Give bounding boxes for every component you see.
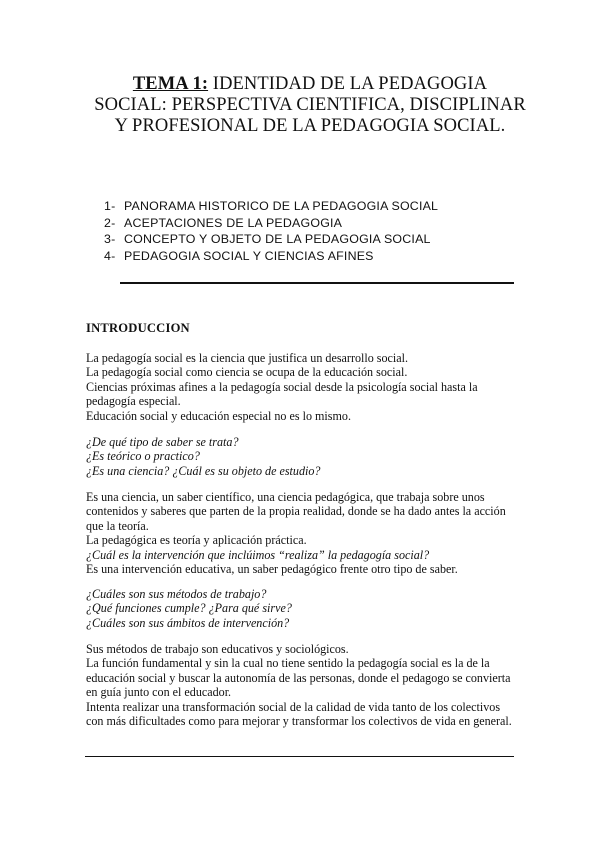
toc-item: [104, 248, 438, 265]
toc-number: 1-: [104, 199, 116, 213]
question-line: ¿De qué tipo de saber se trata?: [86, 435, 239, 449]
section-heading: INTRODUCCION: [86, 321, 190, 335]
toc-text: PEDAGOGIA SOCIAL Y CIENCIAS AFINES: [124, 248, 374, 263]
text-line: pedagogía especial.: [86, 394, 181, 409]
toc-text: PANORAMA HISTORICO DE LA PEDAGOGIA SOCIAL: [124, 199, 439, 213]
paragraph-methods: [86, 642, 526, 728]
text-line: Intenta realizar una transformación social de la calidad de vida tanto de los colectivos: [86, 699, 501, 714]
title-label: TEMA 1:: [132, 74, 209, 94]
question-line: ¿Es teórico o practico?: [86, 449, 200, 464]
paragraph-answer: [86, 490, 526, 576]
toc-number: 4-: [104, 248, 116, 263]
text-line: en guía junto con el educador.: [86, 685, 232, 700]
text-line: con más dificultades como para mejorar y transformar los colectivos de vida en general.: [86, 714, 512, 729]
divider-bottom: [85, 756, 514, 757]
question-line: ¿Es una ciencia? ¿Cuál es su objeto de estudio?: [86, 463, 321, 478]
toc-text: ACEPTACIONES DE LA PEDAGOGIA: [124, 215, 343, 230]
table-of-contents: [104, 198, 438, 264]
text-line: Sus métodos de trabajo son educativos y sociológicos.: [86, 642, 349, 656]
question-line: ¿Cuáles son sus ámbitos de intervención?: [86, 615, 290, 630]
questions-block-1: [86, 435, 526, 478]
text-line: que la teoría.: [86, 518, 149, 533]
text-line: Educación social y educación especial no es lo mismo.: [86, 408, 351, 423]
text-line: La función fundamental y sin la cual no tiene sentido la pedagogía social es la de la: [86, 656, 490, 671]
text-line: La pedagogía social es la ciencia que justifica un desarrollo social.: [86, 351, 409, 365]
text-line: educación social y buscar la autonomía de las personas, donde el pedagogo se convierta: [86, 670, 511, 685]
title-line-3: Y PROFESIONAL DE LA PEDAGOGIA SOCIAL.: [114, 116, 506, 136]
toc-number: 3-: [104, 232, 116, 247]
title-line-1: [60, 74, 560, 95]
text-line: Ciencias próximas afines a la pedagogía social desde la psicología social hasta la: [86, 379, 478, 394]
document-title: [60, 74, 560, 137]
question-line: ¿Cuál es la intervención que inclúimos “realiza” la pedagogía social?: [86, 547, 430, 562]
question-line: ¿Qué funciones cumple? ¿Para qué sirve?: [86, 601, 292, 616]
questions-block-2: [86, 587, 526, 630]
title-line-2: SOCIAL: PERSPECTIVA CIENTIFICA, DISCIPLINAR: [94, 95, 526, 115]
toc-item: [104, 215, 438, 232]
text-line: contenidos y saberes que parten de la propia realidad, donde se ha dado antes la acción: [86, 504, 506, 519]
toc-item: [104, 231, 438, 248]
toc-text: CONCEPTO Y OBJETO DE LA PEDAGOGIA SOCIAL: [124, 232, 431, 247]
toc-item: [104, 198, 438, 215]
text-line: Es una intervención educativa, un saber pedagógico frente otro tipo de saber.: [86, 562, 458, 577]
toc-number: 2-: [104, 215, 116, 230]
paragraph-intro: [86, 351, 526, 423]
question-line: ¿Cuáles son sus métodos de trabajo?: [86, 587, 267, 601]
text-line: La pedagogía social como ciencia se ocupa de la educación social.: [86, 365, 408, 380]
title-line-1-text: IDENTIDAD DE LA PEDAGOGIA: [208, 74, 488, 94]
text-line: La pedagógica es teoría y aplicación práctica.: [86, 533, 307, 548]
divider-top: [120, 282, 514, 284]
text-line: Es una ciencia, un saber científico, una ciencia pedagógica, que trabaja sobre unos: [86, 490, 485, 504]
